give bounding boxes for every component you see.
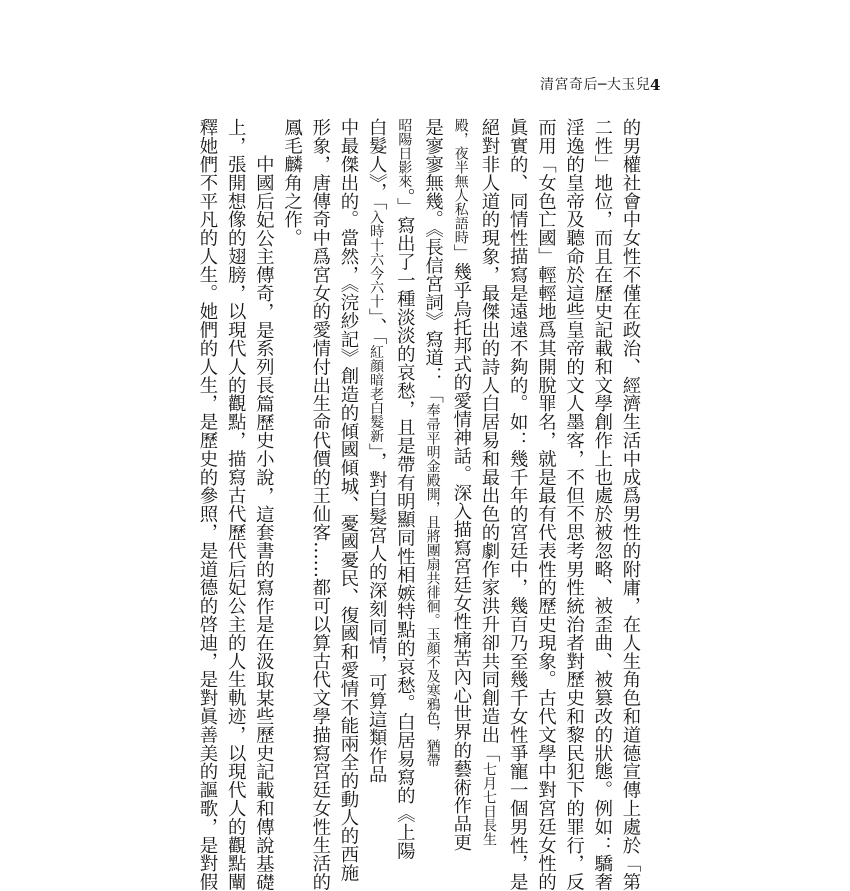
vertical-body-text (196, 118, 644, 891)
text-line (390, 118, 418, 860)
quoted-verse-segment: 七月七日長生 (480, 762, 497, 846)
paragraph-2 (193, 118, 278, 891)
text-segment: 釋她們不平凡的人生。她們的人生，是歷史的參照，是道德的啓迪，是對眞善美的謳歌，是對假 (196, 118, 218, 891)
text-segment: 鳳毛麟角之作。 (281, 118, 303, 247)
text-line (334, 118, 362, 882)
text-segment: 」、「 (366, 308, 388, 345)
text-segment: 是寥寥無幾。《長信宮詞》寫道：「 (422, 118, 444, 404)
text-line (616, 118, 644, 891)
text-segment: 而用「女色亡國」輕輕地爲其開脫罪名，就是最有代表性的歷史現象。古代文學中對宮廷女性的 (535, 118, 557, 891)
text-segment: 形象，唐傳奇中爲宮女的愛情付出生命代價的王仙客……都可以算古代文學描寫宮廷女性生活的 (309, 118, 331, 891)
text-line (475, 118, 503, 846)
text-line (306, 118, 334, 891)
text-line (531, 118, 559, 891)
text-segment: 的男權社會中女性不僅在政治、經濟生活中成爲男性的附庸，在人生角色和道德宣傳上處於「第 (620, 118, 641, 891)
quoted-verse-segment: 昭陽日影來 (396, 118, 413, 188)
text-line (277, 118, 305, 818)
quoted-verse-segment: 紅顔暗老白髮新 (368, 344, 385, 443)
text-line (221, 118, 249, 891)
text-line (418, 118, 446, 818)
text-line (588, 118, 616, 891)
quoted-verse-segment: 殿，夜半無人私語時 (452, 118, 469, 244)
text-segment: 」，對白髮宮人的深刻同情，可算這類作品 (366, 442, 388, 784)
text-line (249, 118, 277, 891)
text-line (193, 118, 221, 891)
text-segment: 眞實的、同情性描寫是遠遠不夠的。如：幾千年的宮廷中，幾百乃至幾千女性爭寵一個男性，是 (507, 118, 529, 891)
page-number: 4 (650, 76, 661, 94)
text-segment: 」幾乎烏托邦式的愛情神話。深入描寫宮廷女性痛苦內心世界的藝術作品更 (450, 244, 472, 852)
quoted-verse-segment: 入時十六今六十 (368, 210, 385, 308)
text-line (503, 118, 531, 891)
text-segment: 絕對非人道的現象，最傑出的詩人白居易和最出色的劇作家洪升卻共同創造出「 (478, 118, 500, 762)
running-header-title: 清宮奇后─大玉兒 (540, 77, 651, 93)
text-segment: 中最傑出的。當然，《浣紗記》創造的傾國傾城、憂國憂民、復國和愛情不能兩全的動人的西施 (337, 118, 359, 882)
text-segment: 中國后妃公主傳奇，是系列長篇歷史小說，這套書的寫作是在汲取某些歷史記載和傳說基礎 (253, 155, 275, 891)
text-line (362, 118, 390, 818)
text-segment: 淫逸的皇帝及聽命於這些皇帝的文人墨客，不但不思考男性統治者對歷史和黎民犯下的罪行，反 (563, 118, 585, 891)
quoted-verse-segment: 奉帚平明金殿開，且將團扇共徘徊。玉顔不及寒鴉色，猶帶 (424, 403, 441, 768)
text-segment: 上，張開想像的翅膀，以現代人的觀點，描寫古代歷代后妃公主的人生軌迹，以現代人的觀點闡 (225, 118, 247, 891)
paragraph-1 (277, 118, 644, 891)
text-segment: 。」寫出了一種淡淡的哀愁，且是帶有明顯同性相嫉特點的哀愁。白居易寫的《上陽 (394, 188, 416, 860)
text-segment: 白髮人》，「 (366, 118, 388, 210)
text-line (559, 118, 587, 891)
text-segment: 二性」地位，而且在歷史記載和文學創作上也處於被忽略、被歪曲、被篡改的狀態。例如：驕奢 (591, 118, 613, 891)
text-line (447, 118, 475, 852)
